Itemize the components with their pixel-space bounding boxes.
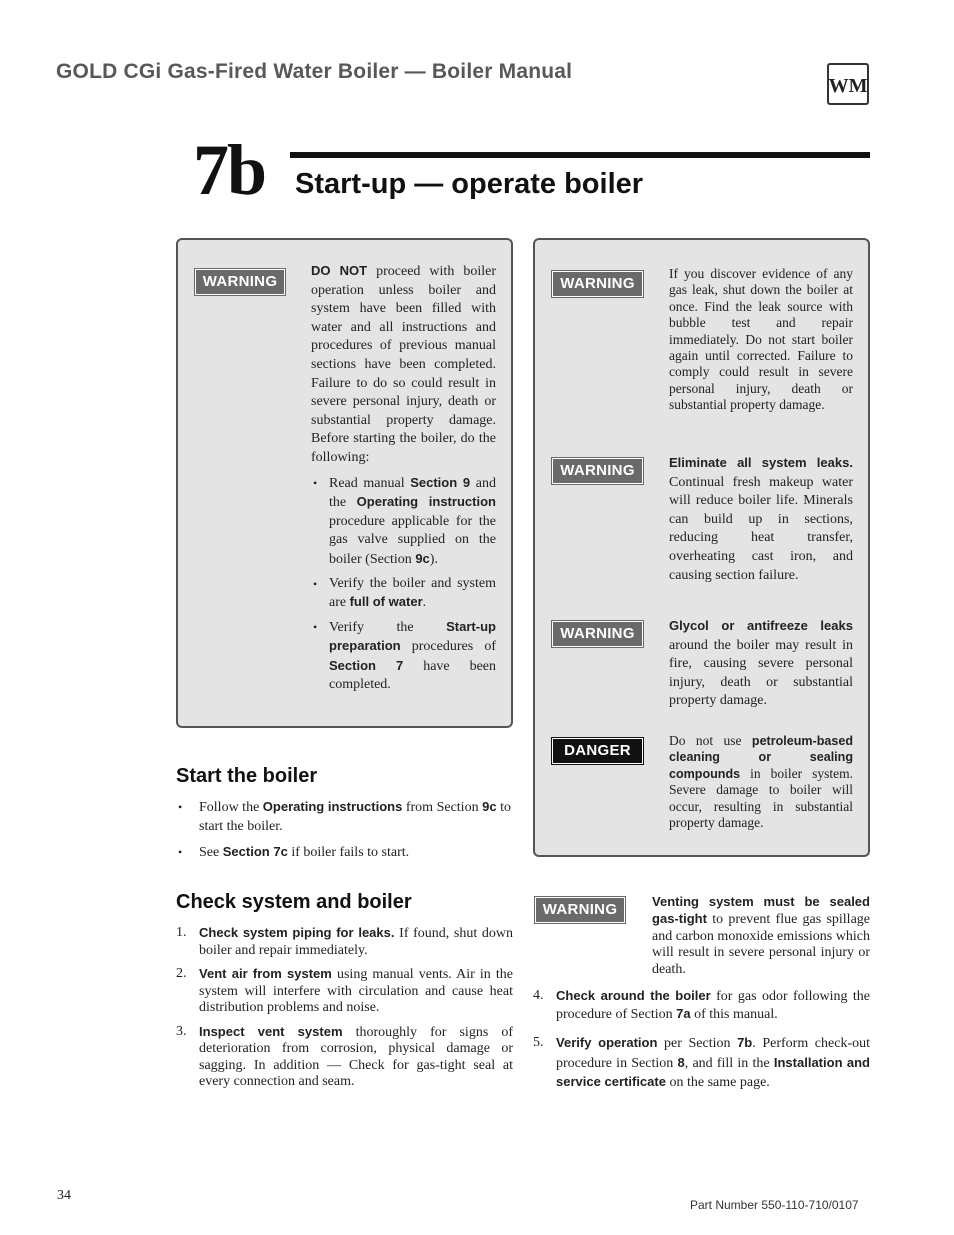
warning-badge: WARNING [195, 269, 285, 295]
list-item: 4. Check around the boiler for gas odor following the procedure of Section 7a of this manual. [533, 988, 870, 1022]
section-number: 7b [193, 130, 266, 210]
venting-warning-text: Venting system must be sealed gas-tight to prevent flue gas spillage and carbon monoxide emissions which will result in severe personal injury or death. [652, 894, 870, 977]
warning-box-left [176, 238, 513, 728]
check-system-heading: Check system and boiler [176, 891, 412, 913]
petroleum-danger-text: Do not use petroleum-based cleaning or sealing compounds in boiler system. Severe damage to boiler will occur, resulting in substantial property damage. [669, 733, 853, 831]
gas-leak-warning-text: If you discover evidence of any gas leak, shut down the boiler at once. Find the leak source with bubble test and repair immediately. Do not start boiler again until corrected. Failure to comply could result in severe personal injury, death or substantial property damage. [669, 266, 853, 413]
check-system-list [176, 925, 513, 1098]
glycol-warning-text: Glycol or antifreeze leaks around the boiler may result in fire, causing severe personal injury, death or substantial property damage. [669, 618, 853, 709]
verify-operation-item [533, 1034, 870, 1100]
warning-box-right [533, 238, 870, 857]
logo-text: WM [829, 75, 867, 97]
section-rule [290, 152, 870, 158]
start-boiler-heading: Start the boiler [176, 765, 318, 787]
list-item: 3. Inspect vent system thoroughly for signs of deterioration from corrosion, physical damage or sagging. In addition — Check for gas-tight seal at every connection and seam. [176, 1023, 513, 1089]
warning-badge: WARNING [535, 897, 625, 923]
list-item: • See Section 7c if boiler fails to start. [176, 843, 513, 863]
list-item: • Follow the Operating instructions from Section 9c to start the boiler. [176, 798, 513, 836]
bullet-read-manual: • Read manual Section 9 and the Operating instruction procedure applicable for the gas valve supplied on the boiler (Section 9c). [311, 474, 496, 570]
warning-left-lead-bold: DO NOT [311, 263, 368, 278]
system-leaks-warning-text: Eliminate all system leaks. Continual fresh makeup water will reduce boiler life. Minerals can build up in sections, reducing heat transfer, overheating cast iron, and causing section failure. [669, 455, 853, 583]
warning-left-bullets [311, 474, 496, 696]
manual-title: GOLD CGi Gas-Fired Water Boiler — Boiler Manual [56, 60, 573, 83]
warning-badge: WARNING [552, 458, 643, 484]
warning-left-text [311, 262, 496, 700]
bullet-verify-startup: • Verify the Start-up preparation procedures of Section 7 have been completed. [311, 618, 496, 695]
list-item: 1. Check system piping for leaks. If found, shut down boiler and repair immediately. [176, 925, 513, 958]
warning-badge: WARNING [552, 621, 643, 647]
page-number: 34 [57, 1188, 71, 1203]
list-item: 2. Vent air from system using manual vents. Air in the system will interfere with circulation and cause heat distribution problems and noise. [176, 966, 514, 1015]
part-number: Part Number 550-110-710/0107 [690, 1198, 859, 1212]
start-boiler-list [176, 798, 513, 868]
section-title: Start-up — operate boiler [295, 168, 644, 200]
danger-badge: DANGER [552, 738, 643, 764]
bullet-verify-water: • Verify the boiler and system are full of water. [311, 575, 496, 613]
weil-mclain-logo [827, 63, 869, 105]
warning-badge: WARNING [552, 271, 643, 297]
warning-left-lead-text: proceed with boiler operation unless boiler and system have been filled with water and all instructions and procedures of previous manual sections have been completed. Failure to do so could result in severe personal injury, death or substantial property damage. Before starting the boiler, do the following: [311, 264, 496, 465]
check-around-boiler-item [533, 988, 870, 1030]
list-item: 5. Verify operation per Section 7b. Perform check-out procedure in Section 8, and fill in the Installation and service certificate on the same page. [533, 1035, 870, 1091]
